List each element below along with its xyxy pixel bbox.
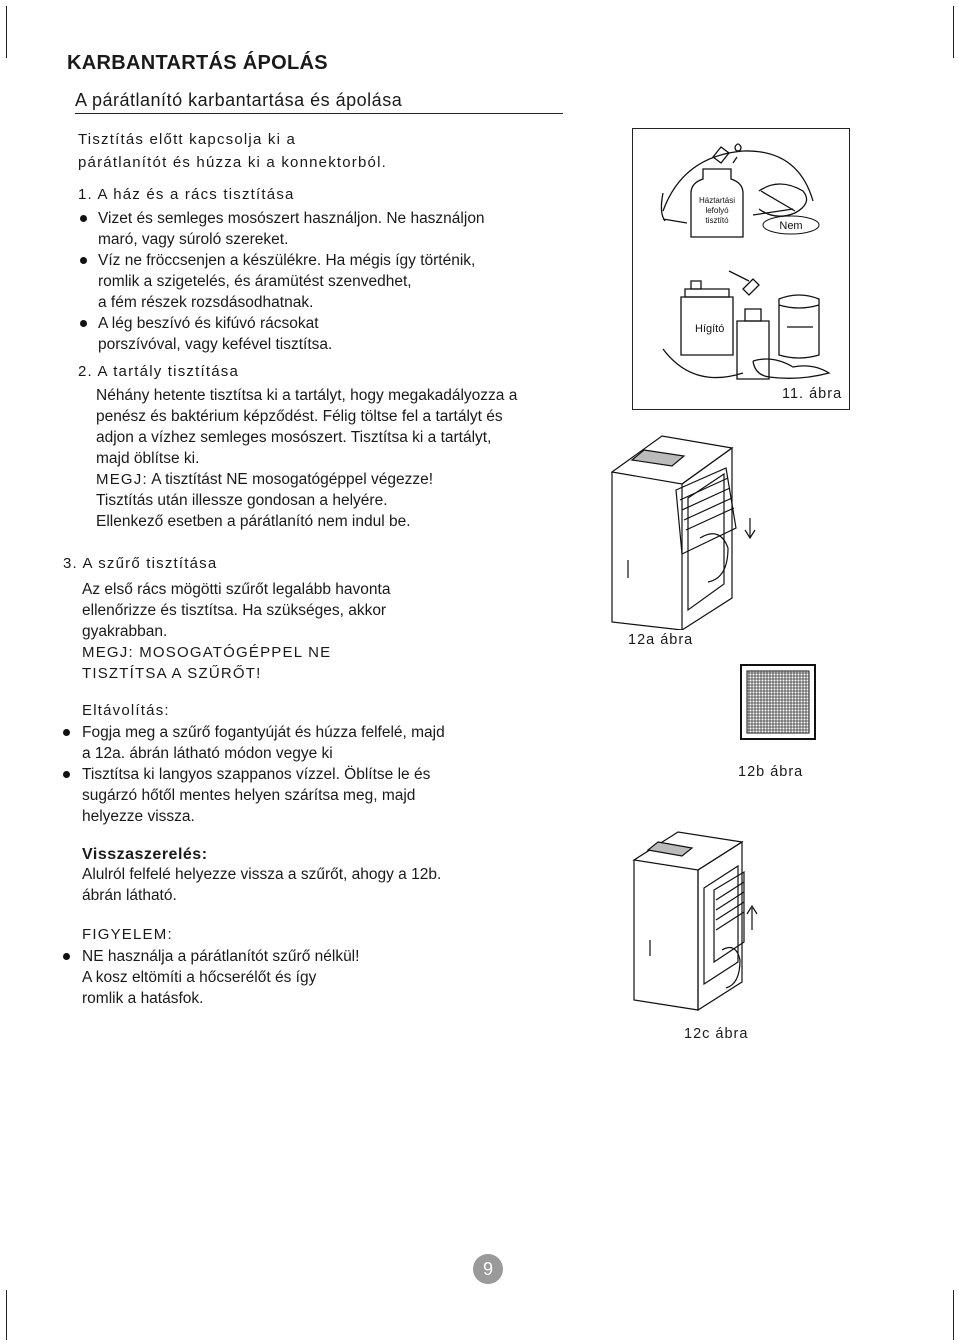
figure-11-box: [632, 128, 850, 410]
crop-mark: [6, 1290, 7, 1340]
page-subtitle: A párátlanító karbantartása és ápolása: [75, 90, 403, 110]
text-line: Vizet és semleges mosószert használjon. Ne használjon: [98, 210, 485, 227]
figure-12b-caption: 12b ábra: [738, 764, 804, 780]
text-line: ellenőrizze és tisztítsa. Ha szükséges, akkor: [82, 602, 387, 619]
subtitle-underline: [75, 113, 563, 114]
text-line: sugárzó hőtől mentes helyen szárítsa meg, majd: [82, 787, 416, 804]
figure-11-caption: 11. ábra: [782, 386, 843, 402]
bullet-icon: [80, 257, 87, 264]
text-line: helyezze vissza.: [82, 808, 195, 825]
figure-12a-caption: 12a ábra: [628, 632, 694, 648]
text-line: maró, vagy súroló szereket.: [98, 231, 289, 248]
bullet-icon: [80, 215, 87, 222]
bullet-icon: [63, 953, 70, 960]
bottle-label-line: Háztartási: [698, 196, 736, 205]
reinstall-heading: Visszaszerelés:: [82, 846, 208, 863]
intro-line: Tisztítás előtt kapcsolja ki a: [78, 131, 297, 148]
text-line: Fogja meg a szűrő fogantyúját és húzza felfelé, majd: [82, 724, 445, 741]
text-line: Tisztítsa ki langyos szappanos vízzel. Öblítse le és: [82, 766, 431, 783]
bullet-icon: [63, 771, 70, 778]
note-line: [96, 469, 517, 490]
text-line: Az első rács mögötti szűrőt legalább havonta: [82, 581, 391, 598]
section3-heading: 3. A szűrő tisztítása: [63, 555, 218, 572]
dehumidifier-filter-reinstall-illustration: [628, 820, 768, 1020]
warning-line: TISZTÍTSA A SZŰRŐT!: [82, 665, 262, 682]
text-line: Tisztítás után illessze gondosan a helyére.: [96, 492, 388, 509]
bullet-icon: [80, 320, 87, 327]
text-line: majd öblítse ki.: [96, 450, 200, 467]
section1-bullet2: [98, 250, 475, 313]
crop-mark: [6, 6, 7, 58]
text-line: gyakrabban.: [82, 623, 168, 640]
removal-heading: Eltávolítás:: [82, 702, 170, 719]
nem-label: Nem: [779, 220, 803, 232]
note-text: A tisztítást NE mosogatógéppel végezze!: [151, 471, 434, 488]
text-line: Néhány hetente tisztítsa ki a tartályt, hogy megakadályozza a: [96, 387, 518, 404]
filter-illustration: [738, 662, 818, 742]
text-line: romlik a hatásfok.: [82, 990, 204, 1007]
bullet-icon: [63, 729, 70, 736]
intro-line: párátlanítót és húzza ki a konnektorból.: [78, 154, 387, 171]
warning-line: MEGJ: MOSOGATÓGÉPPEL NE: [82, 644, 332, 661]
dehumidifier-filter-removal-illustration: [600, 420, 770, 630]
note-label: MEGJ:: [96, 471, 148, 488]
text-line: a fém részek rozsdásodhatnak.: [98, 294, 314, 311]
text-line: a 12a. ábrán látható módon vegye ki: [82, 745, 333, 762]
cleaning-agents-illustration: [633, 129, 849, 409]
removal-bullet1: [82, 722, 445, 764]
text-line: porszívóval, vagy kefével tisztítsa.: [98, 336, 333, 353]
text-line: Víz ne fröccsenjen a készülékre. Ha mégis így történik,: [98, 252, 476, 269]
attention-body: [82, 946, 359, 1009]
text-line: Ellenkező esetben a párátlanító nem indul be.: [96, 513, 411, 530]
figure-12c-caption: 12c ábra: [684, 1026, 749, 1042]
text-line: romlik a szigetelés, és áramütést szenvedhet,: [98, 273, 412, 290]
text-line: Alulról felfelé helyezze vissza a szűrőt, ahogy a 12b.: [82, 866, 442, 883]
crop-mark: [953, 6, 954, 58]
text-line: adjon a vízhez semleges mosószert. Tisztítsa ki a tartályt,: [96, 429, 492, 446]
intro: [78, 128, 387, 174]
removal-bullet2: [82, 764, 430, 827]
section2-heading: 2. A tartály tisztítása: [78, 363, 239, 380]
page-title: KARBANTARTÁS ÁPOLÁS: [67, 52, 328, 74]
section1-heading: 1. A ház és a rács tisztítása: [78, 186, 295, 203]
section2-body: [96, 385, 517, 532]
section1-bullet3: [98, 313, 332, 355]
text-line: ábrán látható.: [82, 887, 177, 904]
section1-bullet1: [98, 208, 485, 250]
text-line: A lég beszívó és kifúvó rácsokat: [98, 315, 319, 332]
page-number: 9: [473, 1254, 503, 1284]
text-line: A kosz eltömíti a hőcserélőt és így: [82, 969, 317, 986]
attention-heading: FIGYELEM:: [82, 926, 173, 943]
bottle-label-line: lefolyó: [705, 206, 729, 215]
section3-body: [82, 579, 390, 684]
crop-mark: [953, 1290, 954, 1340]
text-line: NE használja a párátlanítót szűrő nélkül!: [82, 948, 360, 965]
bottle-label-line: tisztító: [705, 216, 729, 225]
higito-label: Hígító: [695, 323, 725, 335]
text-line: penész és baktérium képződést. Félig töltse fel a tartályt és: [96, 408, 503, 425]
reinstall-body: [82, 864, 441, 906]
